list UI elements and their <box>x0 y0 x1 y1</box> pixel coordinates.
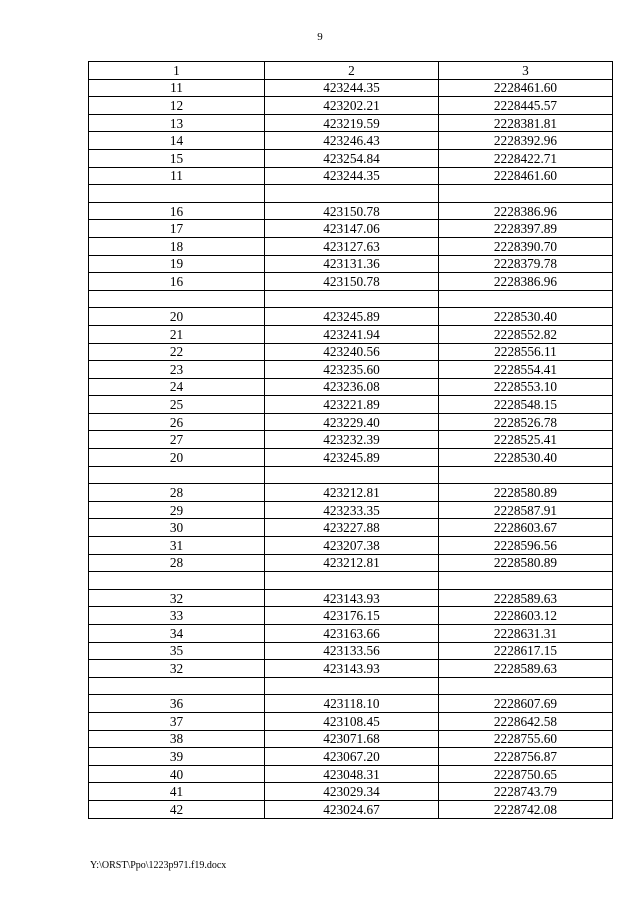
column-header-1: 1 <box>89 62 265 80</box>
table-row <box>89 554 613 572</box>
x-coordinate-cell: 423029.34 <box>265 783 439 801</box>
table-row <box>89 712 613 730</box>
y-coordinate-cell: 2228379.78 <box>439 255 613 273</box>
y-coordinate-cell <box>439 466 613 484</box>
table-row <box>89 132 613 150</box>
table-row <box>89 449 613 467</box>
y-coordinate-cell: 2228580.89 <box>439 484 613 502</box>
y-coordinate-cell: 2228603.12 <box>439 607 613 625</box>
coordinates-table <box>88 61 613 819</box>
column-header-3: 3 <box>439 62 613 80</box>
point-number-cell <box>89 185 265 203</box>
x-coordinate-cell: 423233.35 <box>265 501 439 519</box>
y-coordinate-cell: 2228743.79 <box>439 783 613 801</box>
column-header-2: 2 <box>265 62 439 80</box>
table-row <box>89 501 613 519</box>
footer-file-path: Y:\ORST\Ppo\1223p971.f19.docx <box>90 860 227 871</box>
y-coordinate-cell: 2228526.78 <box>439 413 613 431</box>
y-coordinate-cell: 2228530.40 <box>439 308 613 326</box>
x-coordinate-cell: 423202.21 <box>265 97 439 115</box>
point-number-cell: 18 <box>89 237 265 255</box>
y-coordinate-cell: 2228742.08 <box>439 800 613 818</box>
table-row <box>89 308 613 326</box>
x-coordinate-cell: 423143.93 <box>265 589 439 607</box>
point-number-cell <box>89 572 265 590</box>
x-coordinate-cell: 423229.40 <box>265 413 439 431</box>
table-row <box>89 431 613 449</box>
y-coordinate-cell: 2228553.10 <box>439 378 613 396</box>
y-coordinate-cell: 2228422.71 <box>439 149 613 167</box>
table-row <box>89 220 613 238</box>
x-coordinate-cell <box>265 677 439 695</box>
table-row <box>89 730 613 748</box>
x-coordinate-cell: 423176.15 <box>265 607 439 625</box>
x-coordinate-cell: 423067.20 <box>265 748 439 766</box>
table-row <box>89 361 613 379</box>
table-row <box>89 202 613 220</box>
y-coordinate-cell: 2228603.67 <box>439 519 613 537</box>
point-number-cell: 16 <box>89 202 265 220</box>
x-coordinate-cell <box>265 185 439 203</box>
y-coordinate-cell: 2228755.60 <box>439 730 613 748</box>
x-coordinate-cell: 423212.81 <box>265 554 439 572</box>
x-coordinate-cell: 423246.43 <box>265 132 439 150</box>
point-number-cell: 34 <box>89 625 265 643</box>
point-number-cell: 32 <box>89 660 265 678</box>
point-number-cell <box>89 290 265 308</box>
point-number-cell: 21 <box>89 325 265 343</box>
point-number-cell: 35 <box>89 642 265 660</box>
y-coordinate-cell <box>439 677 613 695</box>
table-row <box>89 607 613 625</box>
point-number-cell: 14 <box>89 132 265 150</box>
point-number-cell: 41 <box>89 783 265 801</box>
y-coordinate-cell: 2228642.58 <box>439 712 613 730</box>
x-coordinate-cell: 423245.89 <box>265 308 439 326</box>
y-coordinate-cell: 2228750.65 <box>439 765 613 783</box>
y-coordinate-cell: 2228631.31 <box>439 625 613 643</box>
y-coordinate-cell: 2228386.96 <box>439 202 613 220</box>
table-row <box>89 484 613 502</box>
table-row <box>89 537 613 555</box>
y-coordinate-cell: 2228525.41 <box>439 431 613 449</box>
table-row <box>89 378 613 396</box>
x-coordinate-cell: 423235.60 <box>265 361 439 379</box>
x-coordinate-cell: 423241.94 <box>265 325 439 343</box>
table-row <box>89 519 613 537</box>
point-number-cell: 11 <box>89 79 265 97</box>
x-coordinate-cell: 423254.84 <box>265 149 439 167</box>
y-coordinate-cell: 2228397.89 <box>439 220 613 238</box>
x-coordinate-cell: 423108.45 <box>265 712 439 730</box>
x-coordinate-cell: 423118.10 <box>265 695 439 713</box>
y-coordinate-cell: 2228607.69 <box>439 695 613 713</box>
table-row <box>89 325 613 343</box>
point-number-cell <box>89 677 265 695</box>
table-row <box>89 114 613 132</box>
table-row <box>89 695 613 713</box>
y-coordinate-cell: 2228554.41 <box>439 361 613 379</box>
point-number-cell: 28 <box>89 484 265 502</box>
x-coordinate-cell: 423232.39 <box>265 431 439 449</box>
table-row <box>89 765 613 783</box>
x-coordinate-cell: 423024.67 <box>265 800 439 818</box>
x-coordinate-cell: 423048.31 <box>265 765 439 783</box>
x-coordinate-cell: 423245.89 <box>265 449 439 467</box>
y-coordinate-cell: 2228556.11 <box>439 343 613 361</box>
x-coordinate-cell: 423127.63 <box>265 237 439 255</box>
table-row <box>89 660 613 678</box>
table-header-row <box>89 62 613 80</box>
x-coordinate-cell: 423207.38 <box>265 537 439 555</box>
y-coordinate-cell <box>439 290 613 308</box>
table-row <box>89 185 613 203</box>
y-coordinate-cell: 2228461.60 <box>439 79 613 97</box>
point-number-cell: 22 <box>89 343 265 361</box>
point-number-cell: 16 <box>89 273 265 291</box>
table-row <box>89 748 613 766</box>
y-coordinate-cell: 2228552.82 <box>439 325 613 343</box>
point-number-cell: 20 <box>89 449 265 467</box>
table-row <box>89 273 613 291</box>
point-number-cell: 37 <box>89 712 265 730</box>
x-coordinate-cell: 423131.36 <box>265 255 439 273</box>
page-number: 9 <box>317 31 323 43</box>
x-coordinate-cell: 423143.93 <box>265 660 439 678</box>
table-row <box>89 167 613 185</box>
y-coordinate-cell: 2228580.89 <box>439 554 613 572</box>
point-number-cell: 29 <box>89 501 265 519</box>
y-coordinate-cell: 2228587.91 <box>439 501 613 519</box>
coordinates-table-body <box>89 62 613 819</box>
table-row <box>89 800 613 818</box>
x-coordinate-cell: 423221.89 <box>265 396 439 414</box>
y-coordinate-cell <box>439 572 613 590</box>
table-row <box>89 149 613 167</box>
table-row <box>89 237 613 255</box>
x-coordinate-cell <box>265 466 439 484</box>
point-number-cell: 33 <box>89 607 265 625</box>
table-row <box>89 677 613 695</box>
point-number-cell: 38 <box>89 730 265 748</box>
point-number-cell: 17 <box>89 220 265 238</box>
y-coordinate-cell: 2228461.60 <box>439 167 613 185</box>
x-coordinate-cell: 423147.06 <box>265 220 439 238</box>
table-row <box>89 625 613 643</box>
point-number-cell: 31 <box>89 537 265 555</box>
point-number-cell: 19 <box>89 255 265 273</box>
x-coordinate-cell: 423150.78 <box>265 273 439 291</box>
table-row <box>89 290 613 308</box>
table-row <box>89 343 613 361</box>
point-number-cell: 15 <box>89 149 265 167</box>
x-coordinate-cell: 423071.68 <box>265 730 439 748</box>
y-coordinate-cell: 2228381.81 <box>439 114 613 132</box>
point-number-cell: 27 <box>89 431 265 449</box>
point-number-cell: 28 <box>89 554 265 572</box>
table-row <box>89 642 613 660</box>
x-coordinate-cell: 423133.56 <box>265 642 439 660</box>
y-coordinate-cell: 2228756.87 <box>439 748 613 766</box>
point-number-cell: 12 <box>89 97 265 115</box>
point-number-cell: 26 <box>89 413 265 431</box>
point-number-cell: 36 <box>89 695 265 713</box>
table-row <box>89 255 613 273</box>
table-row <box>89 97 613 115</box>
y-coordinate-cell: 2228386.96 <box>439 273 613 291</box>
x-coordinate-cell: 423240.56 <box>265 343 439 361</box>
table-row <box>89 466 613 484</box>
x-coordinate-cell <box>265 290 439 308</box>
y-coordinate-cell: 2228617.15 <box>439 642 613 660</box>
x-coordinate-cell: 423244.35 <box>265 167 439 185</box>
y-coordinate-cell: 2228390.70 <box>439 237 613 255</box>
point-number-cell: 39 <box>89 748 265 766</box>
table-row <box>89 413 613 431</box>
point-number-cell: 42 <box>89 800 265 818</box>
point-number-cell: 40 <box>89 765 265 783</box>
y-coordinate-cell: 2228548.15 <box>439 396 613 414</box>
point-number-cell <box>89 466 265 484</box>
point-number-cell: 20 <box>89 308 265 326</box>
point-number-cell: 11 <box>89 167 265 185</box>
y-coordinate-cell: 2228596.56 <box>439 537 613 555</box>
x-coordinate-cell: 423244.35 <box>265 79 439 97</box>
point-number-cell: 32 <box>89 589 265 607</box>
y-coordinate-cell: 2228445.57 <box>439 97 613 115</box>
table-row <box>89 572 613 590</box>
point-number-cell: 25 <box>89 396 265 414</box>
point-number-cell: 30 <box>89 519 265 537</box>
x-coordinate-cell <box>265 572 439 590</box>
point-number-cell: 24 <box>89 378 265 396</box>
x-coordinate-cell: 423236.08 <box>265 378 439 396</box>
point-number-cell: 23 <box>89 361 265 379</box>
y-coordinate-cell: 2228589.63 <box>439 589 613 607</box>
x-coordinate-cell: 423163.66 <box>265 625 439 643</box>
table-row <box>89 589 613 607</box>
x-coordinate-cell: 423150.78 <box>265 202 439 220</box>
table-row <box>89 79 613 97</box>
y-coordinate-cell: 2228392.96 <box>439 132 613 150</box>
point-number-cell: 13 <box>89 114 265 132</box>
table-row <box>89 783 613 801</box>
x-coordinate-cell: 423219.59 <box>265 114 439 132</box>
x-coordinate-cell: 423227.88 <box>265 519 439 537</box>
table-row <box>89 396 613 414</box>
x-coordinate-cell: 423212.81 <box>265 484 439 502</box>
y-coordinate-cell: 2228530.40 <box>439 449 613 467</box>
y-coordinate-cell <box>439 185 613 203</box>
y-coordinate-cell: 2228589.63 <box>439 660 613 678</box>
